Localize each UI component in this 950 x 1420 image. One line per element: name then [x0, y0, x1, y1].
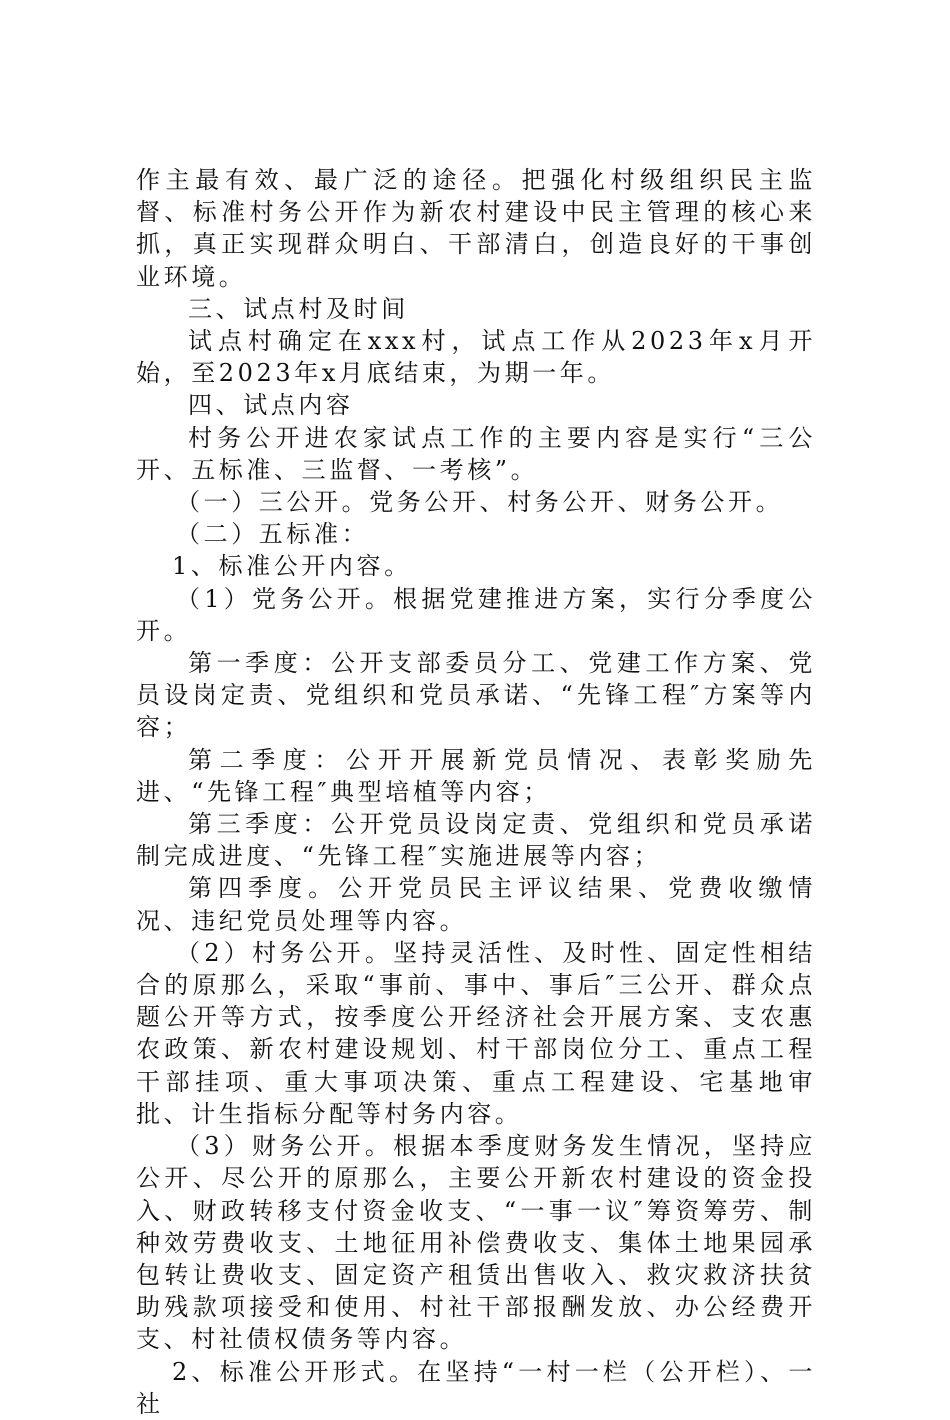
paragraph-pilot-content: 村务公开进农家试点工作的主要内容是实行“三公开、五标准、三监督、一考核”。 — [136, 423, 816, 484]
item-standard-form: 2、标准公开形式。在坚持“一村一栏（公开栏）、一社 — [136, 1357, 816, 1418]
document-page — [136, 164, 816, 1420]
paragraph-q4: 第四季度。公开党员民主评议结果、党费收缴情况、违纪党员处理等内容。 — [136, 874, 816, 935]
paragraph-intro-continuation: 作主最有效、最广泛的途径。把强化村级组织民主监督、标准村务公开作为新农村建设中民主管理的核心来抓，真正实现群众明白、干部清白，创造良好的干事创业环境。 — [136, 166, 816, 291]
item-party-affairs: （1）党务公开。根据党建推进方案，实行分季度公开。 — [136, 584, 816, 645]
heading-section-4: 四、试点内容 — [188, 391, 354, 420]
subheading-three-publics: （一）三公开。党务公开、村务公开、财务公开。 — [176, 488, 784, 517]
paragraph-pilot-village: 试点村确定在xxx村，试点工作从2023年x月开始，至2023年x月底结束，为期一年。 — [136, 327, 816, 388]
item-standard-content: 1、标准公开内容。 — [172, 552, 412, 581]
item-financial-affairs: （3）财务公开。根据本季度财务发生情况，坚持应公开、尽公开的原那么，主要公开新农村建设的资金投入、财政转移支付资金收支、“一事一议″筹资筹劳、制种效劳费收支、土地征用补偿费收支、集体土地果园承包转让费收支、固定资产租赁出售收入、救灾救济扶贫助残款项接受和使用、村社干部报酬发放、办公经费开支、村社债权债务等内容。 — [136, 1132, 816, 1354]
paragraph-q1: 第一季度：公开支部委员分工、党建工作方案、党员设岗定责、党组织和党员承诺、“先锋工程″方案等内容； — [136, 649, 816, 742]
item-village-affairs: （2）村务公开。坚持灵活性、及时性、固定性相结合的原那么，采取“事前、事中、事后″三公开、群众点题公开等方式，按季度公开经济社会开展方案、支农惠农政策、新农村建设规划、村干部岗位分工、重点工程干部挂项、重大事项决策、重点工程建设、宅基地审批、计生指标分配等村务内容。 — [136, 938, 816, 1128]
paragraph-q3: 第三季度：公开党员设岗定责、党组织和党员承诺制完成进度、“先锋工程″实施进展等内容； — [136, 810, 816, 871]
paragraph-q2: 第二季度：公开开展新党员情况、表彰奖励先进、“先锋工程″典型培植等内容； — [136, 745, 816, 806]
heading-section-3: 三、试点村及时间 — [188, 294, 409, 323]
subheading-five-standards: （二）五标准： — [176, 520, 370, 549]
